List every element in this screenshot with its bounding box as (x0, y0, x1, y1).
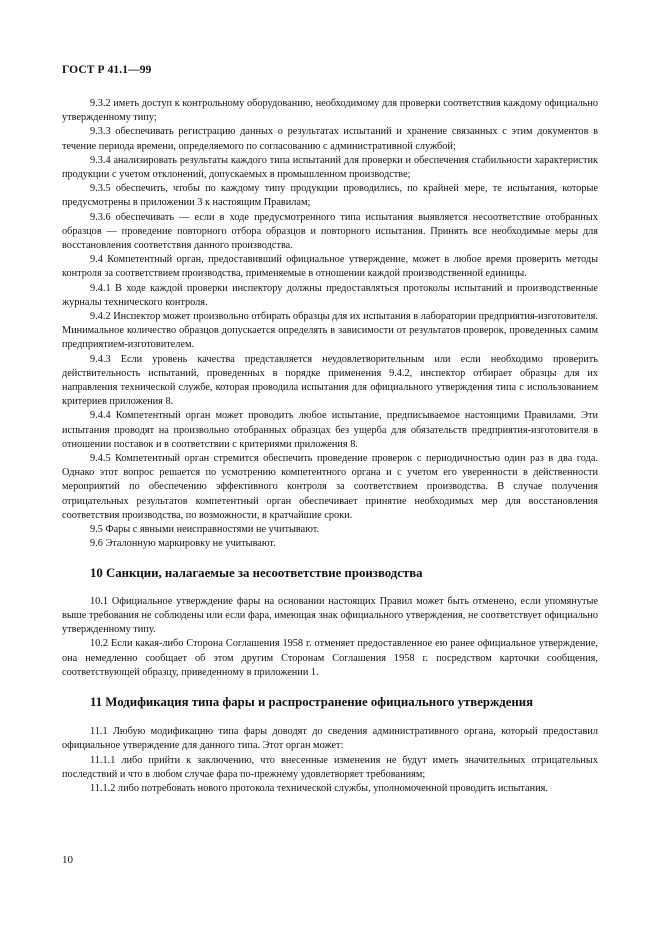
page-number: 10 (62, 854, 73, 866)
paragraph-9-3-5: 9.3.5 обеспечить, чтобы по каждому типу продукции проводились, по крайней мере, те испытания, которые предусмотрены в приложении 3 к настоящим Правилам; (62, 183, 598, 209)
paragraph-9-4: 9.4 Компетентный орган, предоставивший официальное утверждение, может в любое время проверить методы контроля за соответствием производства, применяемые в отношении каждой производственной единицы. (62, 254, 598, 280)
paragraph-9-6: 9.6 Эталонную маркировку не учитывают. (90, 538, 276, 550)
paragraph-9-3-3: 9.3.3 обеспечивать регистрацию данных о результатах испытаний и хранение связанных с этим документов в течение периода времени, определяемого по согласованию с административной службой; (62, 126, 598, 152)
paragraph-9-3-4: 9.3.4 анализировать результаты каждого типа испытаний для проверки и обеспечения стабильности характеристик продукции с учетом отклонений, допускаемых в промышленном производстве; (62, 154, 598, 181)
paragraph-9-4-3: 9.4.3 Если уровень качества представляется неудовлетворительным или если необходимо проверить действительность испытаний, проведенных в порядке применения 9.4.2, инспектор отбирает образцы для их направления технической службе, которая проводила испытания для официального утверждения типа с использованием критериев приложения 8. (62, 353, 598, 408)
paragraph-9-4-2: 9.4.2 Инспектор может произвольно отбирать образцы для их испытания в лаборатории предприятия-изготовителя. Минимальное количество образцов допускается определять в зависимости от результатов проверок, проведенных самим предприятием-изготовителем. (62, 311, 598, 351)
document-code-header: ГОСТ Р 41.1—99 (62, 64, 152, 76)
paragraph-9-4-5: 9.4.5 Компетентный орган стремится обеспечить проведение проверок с периодичностью один раз в два года. Однако этот вопрос решается по усмотрению компетентного органа и с учетом его уверенности в действенности мероприятий по обеспечению эффективного контроля за соответствием производства. В случае получения отрицательных результатов компетентный орган обеспечивает принятие необходимых мер для восстановления соответствия производства, по возможности, в кратчайшие сроки. (62, 453, 598, 521)
paragraph-9-4-4: 9.4.4 Компетентный орган может проводить любое испытание, предписываемое настоящими Правилами. Эти испытания проводят на произвольно отобранных образцах без ущерба для обязательств предприятия-изготовителя в отношении поставок и в соответствии с критериями приложения 8. (62, 410, 598, 450)
section-11-heading: 11 Модификация типа фары и распространение официального утверждения (90, 694, 534, 709)
paragraph-10-1: 10.1 Официальное утверждение фары на основании настоящих Правил может быть отменено, если упомянутые выше требования не соблюдены или если фара, имеющая знак официального утверждения, не соответствует официально утвержденному типу. (62, 595, 598, 636)
paragraph-11-1: 11.1 Любую модификацию типа фары доводят до сведения административного органа, который предоставил официальное утверждение для данного типа. Этот орган может: (62, 726, 598, 752)
paragraph-11-1-2: 11.1.2 либо потребовать нового протокола технической службы, уполномоченной проводить испытания. (90, 782, 548, 794)
paragraph-9-3-2: 9.3.2 иметь доступ к контрольному оборудованию, необходимому для проверки соответствия каждому официально утвержденному типу; (62, 98, 598, 124)
document-body (62, 97, 598, 796)
paragraph-10-2: 10.2 Если какая-либо Сторона Соглашения 1958 г. отменяет предоставленное ею ранее официальное утверждение, она немедленно сообщает об этом другим Сторонам Соглашения 1958 г. посредством карточки сообщения, соответствующей образцу, приведенному в приложении 1. (62, 638, 598, 678)
section-10-heading: 10 Санкции, налагаемые за несоответствие производства (90, 565, 423, 580)
paragraph-9-5: 9.5 Фары с явными неисправностями не учитывают. (90, 524, 320, 536)
paragraph-11-1-1: 11.1.1 либо прийти к заключению, что внесенные изменения не будут иметь значительных отрицательных последствий и что в любом случае фара по-прежнему удовлетворяет требованиям; (62, 754, 598, 780)
paragraph-9-3-6: 9.3.6 обеспечивать — если в ходе предусмотренного типа испытания выявляется несоответствие отобранных образцов — проведение повторного отбора образцов и повторного испытания. Принять все необходимые меры для восстановления соответствия данного производства. (62, 211, 598, 252)
paragraph-9-4-1: 9.4.1 В ходе каждой проверки инспектору должны предоставляться протоколы испытаний и производственные журналы технического контроля. (62, 282, 598, 308)
